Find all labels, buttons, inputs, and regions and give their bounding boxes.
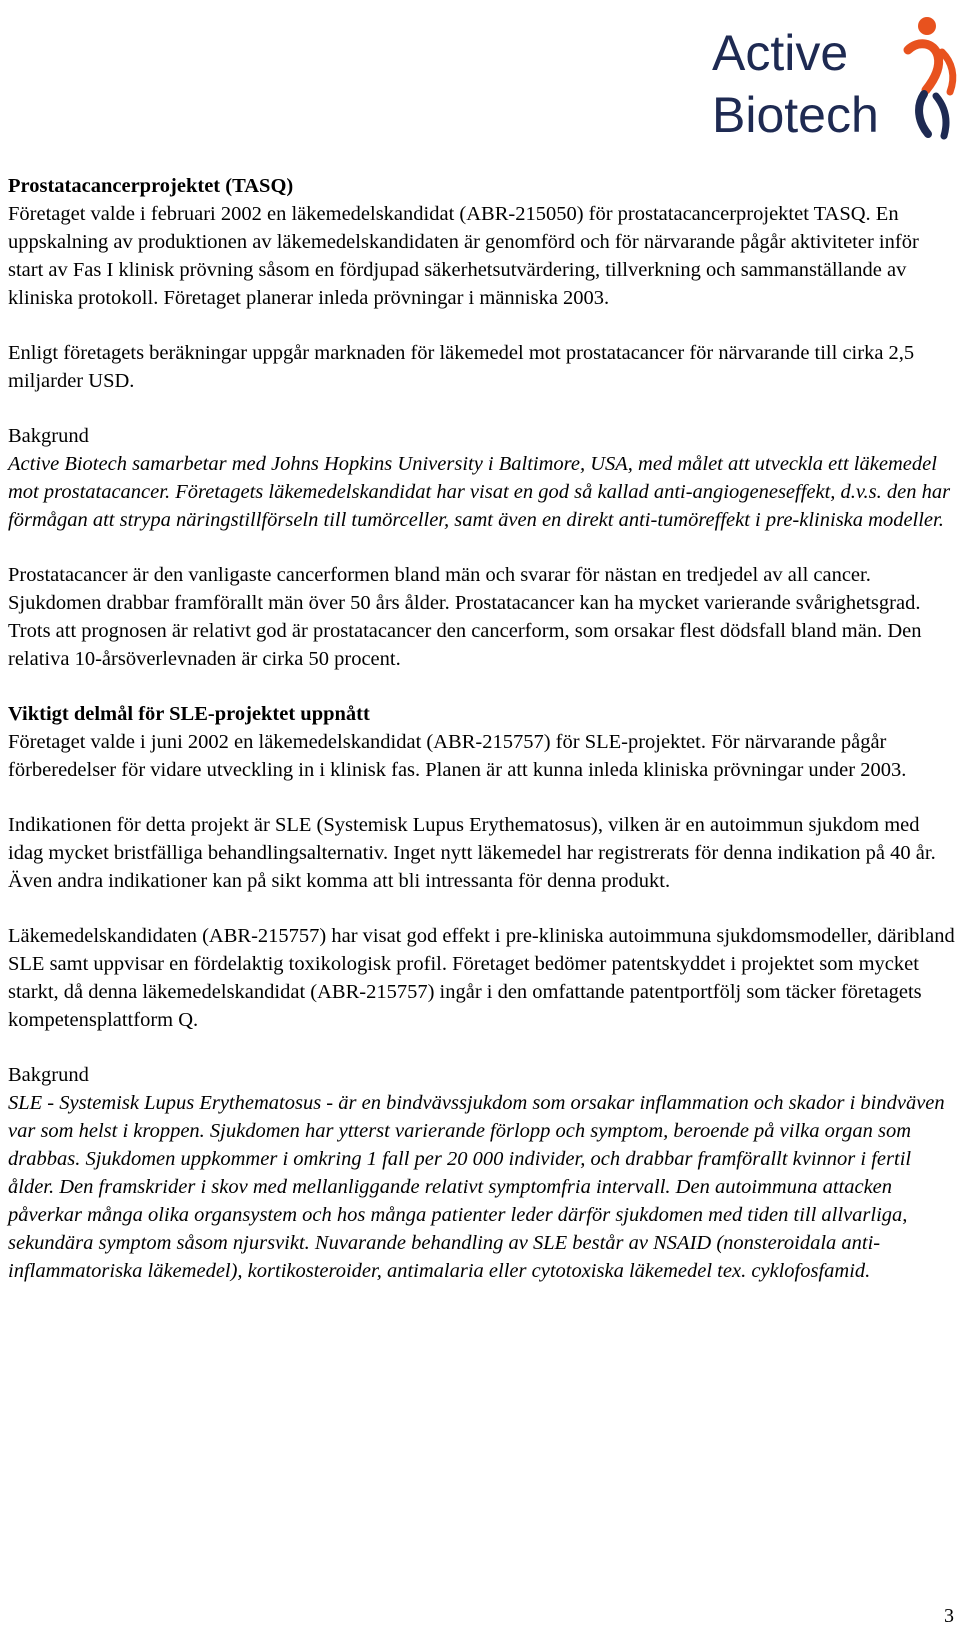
document-body [8,172,958,1285]
sle-paragraph-2: Indikationen för detta projekt är SLE (Systemisk Lupus Erythematosus), vilken är en autoimmun sjukdom med idag mycket bristfälliga behandlingsalternativ. Inget nytt läkemedel har registrerats för denna indikation på 40 år. Även andra indikationer kan på sikt komma att bli intressanta för denna produkt. [8,814,936,892]
logo-text-active: Active [712,25,849,81]
sle-bakgrund-label: Bakgrund [8,1064,89,1086]
sle-intro [8,700,958,784]
logo-figure-icon [908,17,953,136]
prostata-bakgrund-text: Active Biotech samarbetar med Johns Hopkins University i Baltimore, USA, med målet att utveckla ett läkemedel mot prostatacancer. Företagets läkemedelskandidat har visat en god så kallad anti-angiogeneseffekt, d.v.s. den har förmågan att strypa näringstillförseln till tumörceller, samt även en direkt anti-tumöreffekt i pre-kliniska modeller. [8,453,951,531]
prostata-paragraph-3: Prostatacancer är den vanligaste cancerformen bland män och svarar för nästan en tredjedel av all cancer. Sjukdomen drabbar framförallt män över 50 års ålder. Prostatacancer kan ha mycket varierande svårighetsgrad. Trots att prognosen är relativt god är prostatacancer den cancerform, som orsakar flest dödsfall bland män. Den relativa 10-årsöverlevnaden är cirka 50 procent. [8,564,922,670]
sle-bakgrund-text: SLE - Systemisk Lupus Erythematosus - är en bindvävssjukdom som orsakar inflammation och skador i bindväven var som helst i kroppen. Sjukdomen har ytterst varierande förlopp och symptom, beroende på vilka organ som drabbas. Sjukdomen uppkommer i omkring 1 fall per 20 000 individer, och drabbar framförallt kvinnor i fertil ålder. Den framskrider i skov med mellanliggande relativt symptomfria intervall. Den autoimmuna attacken påverkar många olika organsystem och hos många patienter leder därför sjukdomen med tiden till allvarliga, sekundära symptom såsom njursvikt. Nuvarande behandling av SLE består av NSAID (nonsteroidala anti-inflammatoriska läkemedel), kortikosteroider, antimalaria eller cytotoxiska läkemedel tex. cyklofosfamid. [8,1092,945,1282]
prostata-intro [8,172,958,312]
prostata-paragraph-2: Enligt företagets beräkningar uppgår marknaden för läkemedel mot prostatacancer för närvarande till cirka 2,5 miljarder USD. [8,342,915,392]
prostata-heading: Prostatacancerprojektet (TASQ) [8,175,294,197]
sle-paragraph-3: Läkemedelskandidaten (ABR-215757) har visat god effekt i pre-kliniska autoimmuna sjukdomsmodeller, däribland SLE samt uppvisar en fördelaktig toxikologisk profil. Företaget bedömer patentskyddet i projektet som mycket starkt, då denna läkemedelskandidat (ABR-215757) ingår i den omfattande patentportfölj som täcker företagets kompetensplattform Q. [8,925,955,1031]
prostata-bakgrund-label: Bakgrund [8,425,89,447]
active-biotech-logo [712,6,960,142]
logo-text-biotech: Biotech [712,87,879,142]
sle-heading: Viktigt delmål för SLE-projektet uppnått [8,703,370,725]
page-number: 3 [944,1605,954,1627]
sle-paragraph-1: Företaget valde i juni 2002 en läkemedelskandidat (ABR-215757) för SLE-projektet. För närvarande pågår förberedelser för vidare utveckling in i klinisk fas. Planen är att kunna inleda kliniska prövningar under 2003. [8,731,907,781]
prostata-paragraph-1: Företaget valde i februari 2002 en läkemedelskandidat (ABR-215050) för prostatacancerprojektet TASQ. En uppskalning av produktionen av läkemedelskandidaten är genomförd och för närvarande pågår aktiviteter inför start av Fas I klinisk prövning såsom en fördjupad säkerhetsutvärdering, tillverkning och sammanställande av kliniska protokoll. Företaget planerar inleda prövningar i människa 2003. [8,203,919,309]
sle-bakgrund [8,1061,958,1285]
prostata-bakgrund [8,422,958,534]
